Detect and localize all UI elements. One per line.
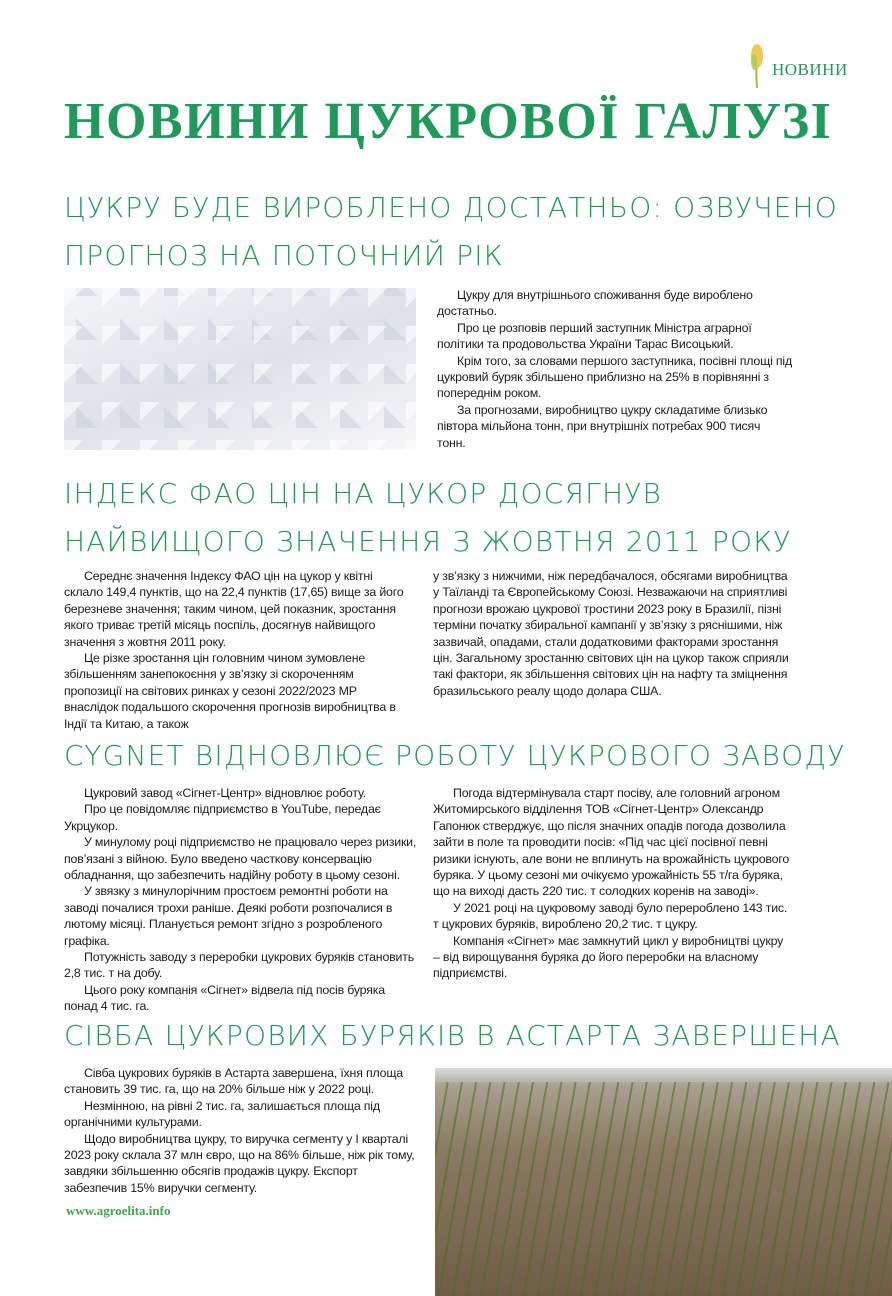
paragraph: За прогнозами, виробництво цукру складатиме близько півтора мільйона тонн, при внутрішніх потребах 900 тисяч тонн. — [437, 402, 768, 450]
paragraph: Сівба цукрових буряків в Астарта завершена, їхня площа становить 39 тис. га, що на 20% більше ніж у 2022 році. — [64, 1066, 404, 1097]
beet-field-photo — [435, 1068, 892, 1296]
article-2-col-1 — [64, 568, 414, 732]
paragraph: Це різке зростання цін головним чином зумовлене збільшенням занепокоєння у зв’язку зі скороченням пропозиції на світових ринках у сезоні 2022/2023 МР внаслідок подальшого скорочення прогнозів виробництва в Індії та Китаю, а також — [64, 651, 396, 731]
article-1-body — [437, 287, 792, 451]
paragraph: Цукровий завод «Сігнет-Центр» відновлює роботу. — [84, 786, 366, 800]
paragraph: Незмінною, на рівні 2 тис. га, залишається площа під органічними культурами. — [64, 1098, 380, 1130]
article-2-heading — [64, 470, 792, 566]
paragraph: Компанія «Сігнет» має замкнутий цикл у виробництві цукру – від вирощування буряка до його переробки на власному підприємстві. — [433, 933, 784, 981]
page-title: НОВИНИ ЦУКРОВОЇ ГАЛУЗІ — [64, 93, 833, 150]
paragraph: У звязку з минулорічним простоєм ремонтні роботи на заводі почалися трохи раніше. Деякі роботи розпочалися в лютому місяці. Планується ремонт згідно з розробленого графіка. — [64, 884, 393, 948]
sugar-cubes-photo — [64, 288, 416, 450]
heading-line: НАЙВИЩОГО ЗНАЧЕННЯ З ЖОВТНЯ 2011 РОКУ — [64, 525, 792, 558]
wheat-ear-icon — [748, 42, 766, 88]
paragraph: Цього року компанія «Сігнет» відвела під посів буряка понад 4 тис. га. — [64, 982, 385, 1014]
paragraph: Про це розповів перший заступник Міністра аграрної політики та продовольства України Тарас Висоцький. — [437, 320, 752, 352]
article-2-col-2 — [433, 568, 791, 699]
article-3-heading: CYGNET ВІДНОВЛЮЄ РОБОТУ ЦУКРОВОГО ЗАВОДУ — [64, 739, 846, 772]
heading-line: ІНДЕКС ФАО ЦІН НА ЦУКОР ДОСЯГНУВ — [64, 477, 663, 510]
article-3-col-2 — [433, 785, 791, 982]
heading-line: ПРОГНОЗ НА ПОТОЧНИЙ РІК — [64, 239, 504, 272]
paragraph: Потужність заводу з переробки цукрових буряків становить 2,8 тис. т на добу. — [64, 950, 414, 981]
article-4-body — [64, 1065, 416, 1196]
article-1-heading — [64, 184, 838, 280]
paragraph: у зв’язку з нижчими, ніж передбачалося, обсягами виробництва у Таїланді та Європейському Союзі. Незважаючи на сприятливі прогнози врожаю цукрової тростини 2023 року в Бразилії, пізні терміни початку збиральної кампанії у зв’язку з ряснішими, ніж зазвичай, опадами, стали додатковими факторами зростання цін. Загальному зростанню світових цін на цукор також сприяли такі фактори, як збільшення світових цін на нафту та зміцнення бразильського реалу щодо долара США. — [433, 569, 789, 698]
paragraph: Про це повідомляє підприємство в YouTube, передає Укрцукор. — [64, 802, 381, 833]
section-label: НОВИНИ — [772, 60, 848, 79]
paragraph: Погода відтермінувала старт посіву, але головний агроном Житомирського відділення ТОВ «Сігнет-Центр» Олександр Гапонюк стверджує, що після значних опадів погода дозволила зайти в поле та проводити посів: «Під час цієї посівної певні ризики існують, але вони не вплинуть на врожайність цукрового буряка. У цьому сезоні ми очікуємо урожайність 55 т/га буряка, що на виході дасть 220 тис. т солодких коренів на заводі». — [433, 786, 790, 899]
paragraph: Цукру для внутрішнього споживання буде вироблено достатньо. — [437, 288, 753, 319]
paragraph: У минулому році підприємство не працювало через ризики, пов’язані з війною. Було введено часткову консервацію обладнання, що забезпечить надійну роботу в цьому сезоні. — [64, 835, 417, 883]
paragraph: У 2021 році на цукровому заводі було перероблено 143 тис. т цукрових буряків, вироблено 20,2 тис. т цукру. — [433, 900, 788, 932]
website-link[interactable]: www.agroelita.info — [66, 1203, 171, 1218]
paragraph: Середнє значення Індексу ФАО цін на цукор у квітні склало 149,4 пунктів, що на 22,4 пунктів (17,65) вище за його березневе значення; таким чином, цей показник, зростання якого триває третій місяць поспіль, досягнув найвищого значення з жовтня 2011 року. — [64, 569, 404, 649]
paragraph: Крім того, за словами першого заступника, посівні площі під цукровий буряк збільшено приблизно на 25% в порівнянні з попереднім роком. — [437, 353, 793, 401]
article-4-heading: СІВБА ЦУКРОВИХ БУРЯКІВ В АСТАРТА ЗАВЕРШЕНА — [64, 1019, 841, 1052]
article-3-col-1 — [64, 785, 419, 1015]
paragraph: Щодо виробництва цукру, то виручка сегменту у І кварталі 2023 року склала 37 млн євро, що на 86% більше, ніж рік тому, завдяки збільшенню обсягів продажів цукру. Експорт забезпечив 15% виручки сегменту. — [64, 1131, 415, 1195]
section-tag — [748, 42, 848, 88]
heading-line: ЦУКРУ БУДЕ ВИРОБЛЕНО ДОСТАТНЬО: ОЗВУЧЕНО — [64, 191, 839, 224]
